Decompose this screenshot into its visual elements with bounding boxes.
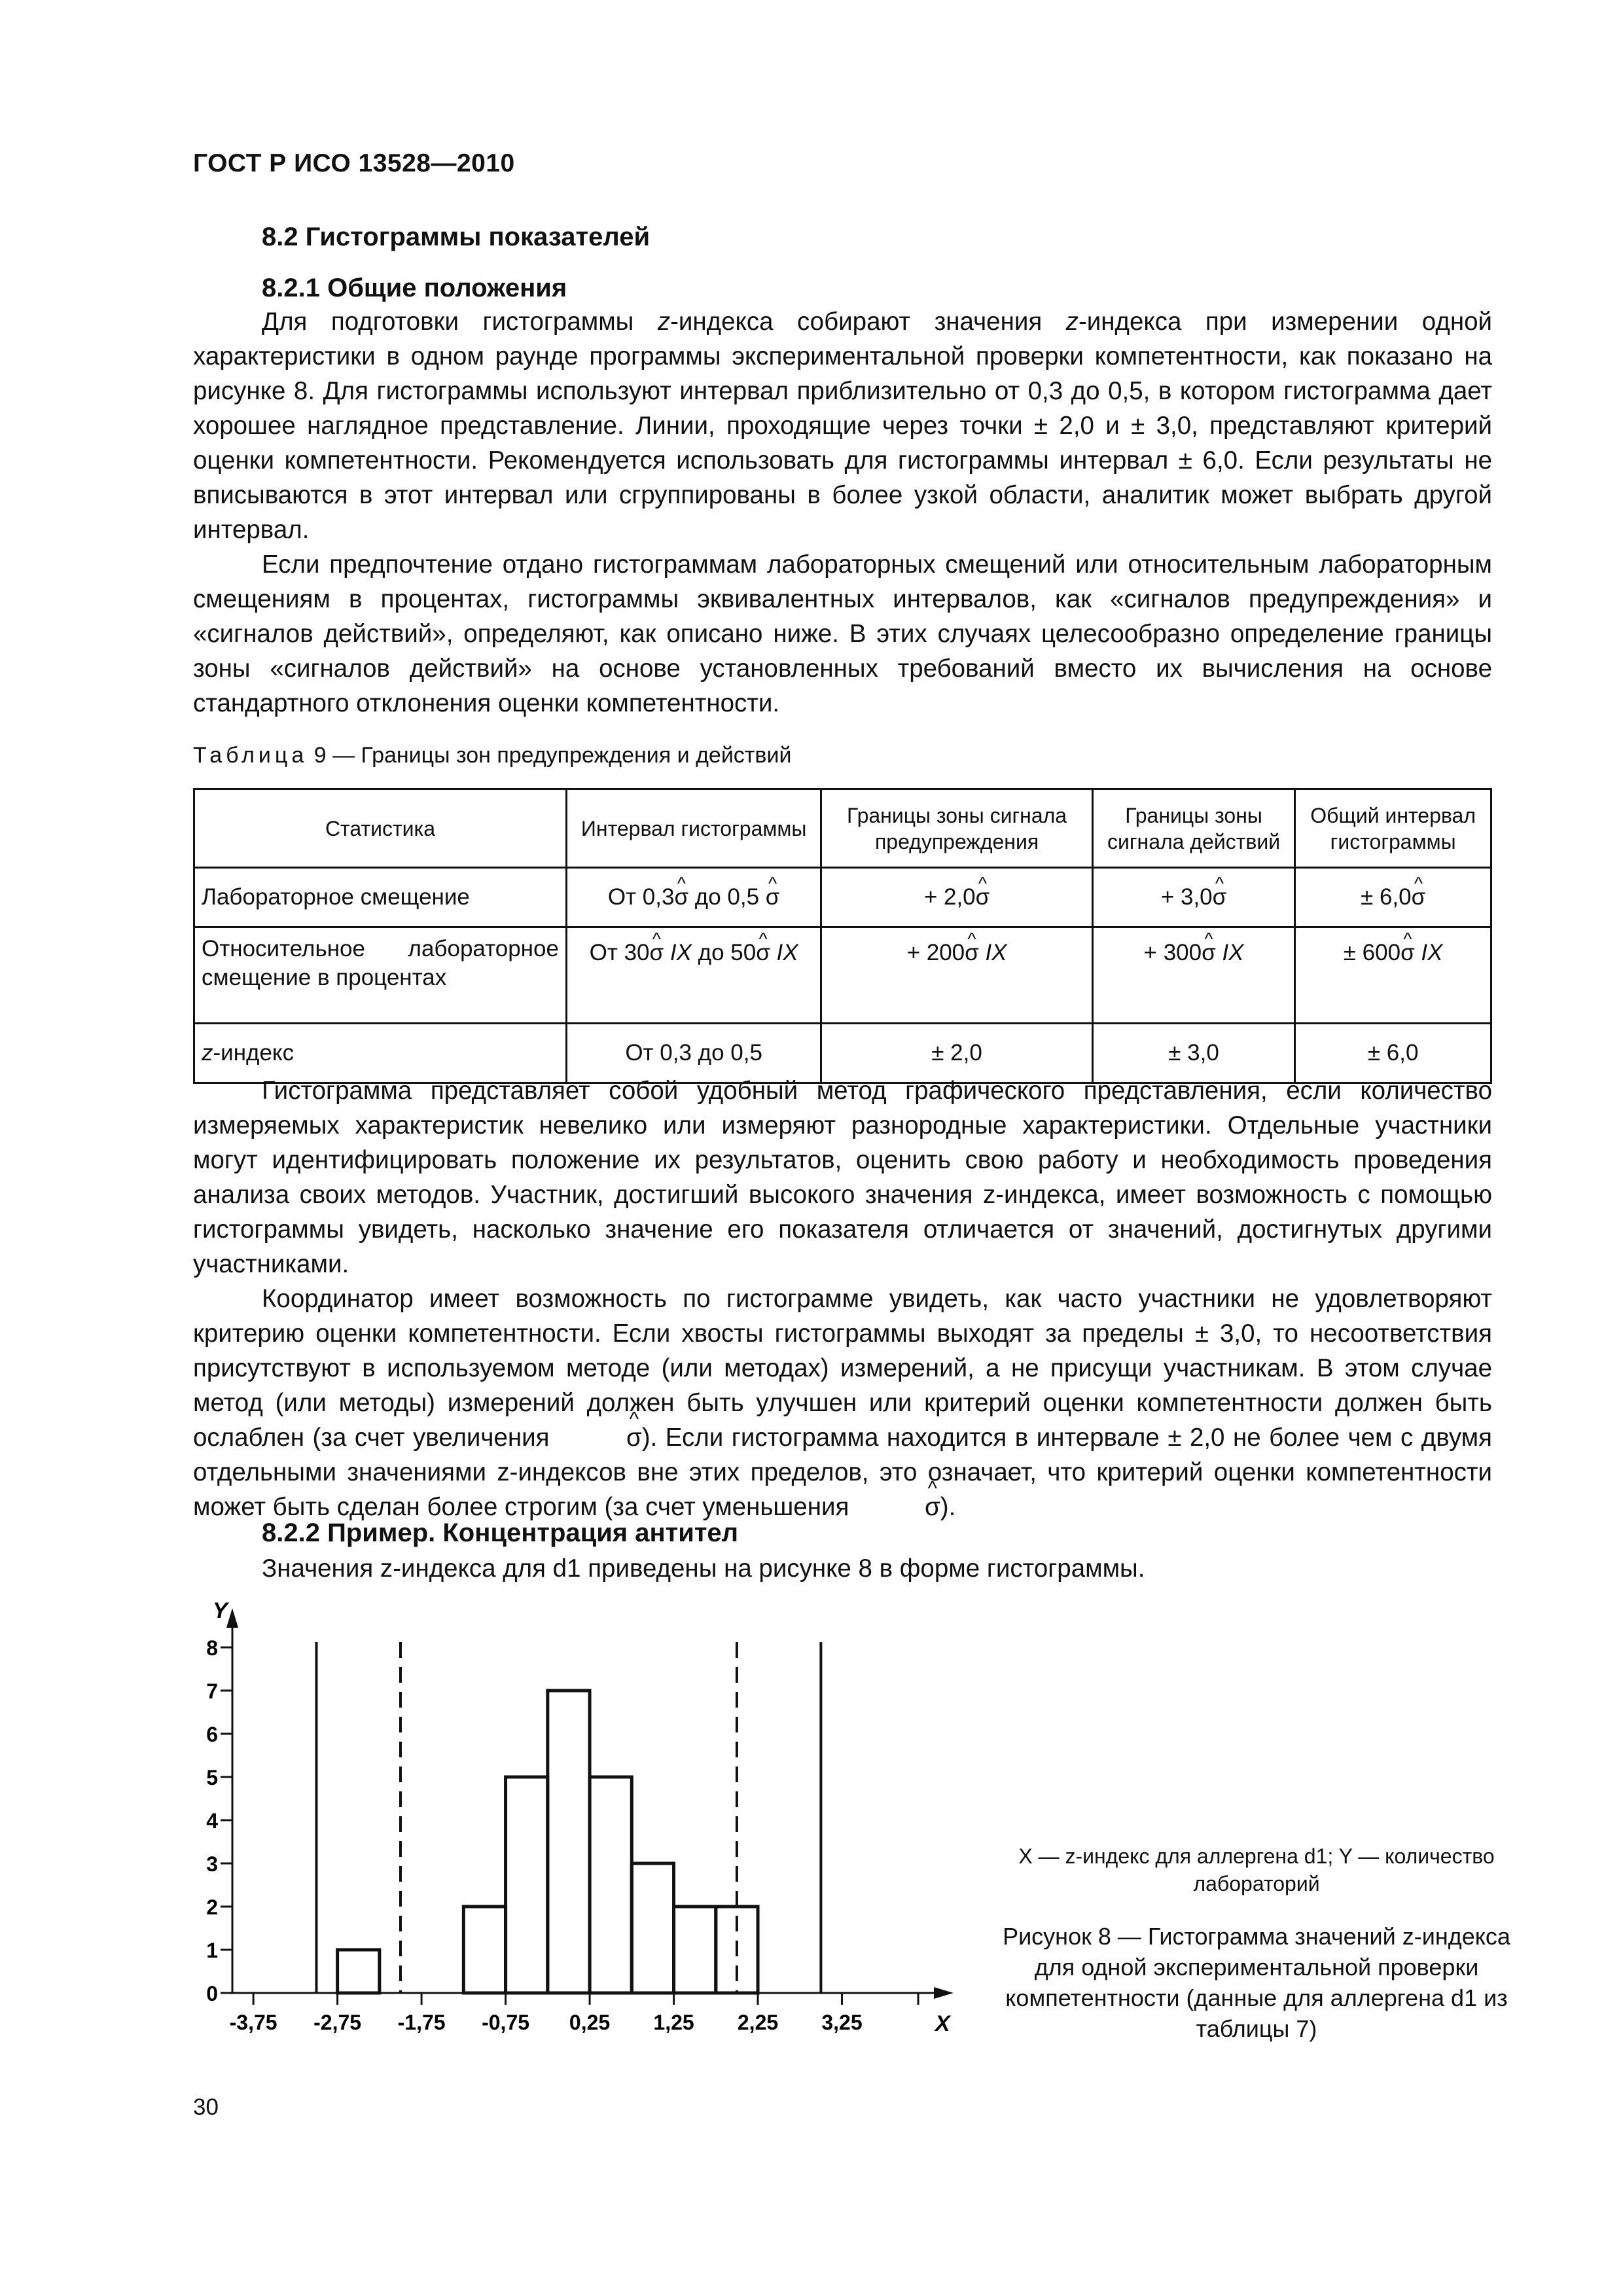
y-axis-ticks (206, 1636, 232, 2005)
histogram-chart (183, 1597, 962, 2081)
x-tick-label: -2,75 (313, 2011, 362, 2034)
paragraph-1: Для подготовки гистограммы z-индекса собирают значения z-индекса при измерении одной характеристики в одном раунде программы экспериментальной проверки компетентности, как показано на рисунке 8. Для гистограммы используют интервал приблизительно от 0,3 до 0,5, в котором гистограмма дает хорошее наглядное представление. Линии, проходящие через точки ± 2,0 и ± 3,0, представляют критерий оценки компетентности. Рекомендуется использовать для гистограммы интервал ± 6,0. Если результаты не вписываются в этот интервал или сгруппированы в более узкой области, аналитик может выбрать другой интервал. (193, 308, 1492, 544)
table-cell: ± 3,0 (1092, 1024, 1294, 1083)
x-tick-label: 2,25 (737, 2011, 779, 2034)
x-tick-label: -3,75 (229, 2011, 277, 2034)
x-axis-arrow (934, 1987, 954, 1999)
x-axis-label: X (935, 2011, 950, 2036)
table-cell: Относительное лабораторное смещение в процентах (194, 927, 567, 1024)
y-tick-label: 4 (206, 1809, 218, 1833)
histogram-bar (463, 1907, 505, 1993)
section-heading-8-2: 8.2 Гистограммы показателей (262, 223, 651, 251)
x-tick-label: -0,75 (482, 2011, 530, 2034)
histogram-bar (338, 1950, 380, 1993)
table-header-cell: Общий интервал гистограммы (1295, 789, 1491, 868)
table-cell: ± 6,0 (1295, 1024, 1491, 1083)
table-cell: Лабораторное смещение (194, 868, 567, 927)
y-tick-label: 2 (206, 1895, 218, 1919)
figure-caption: Рисунок 8 — Гистограмма значений z-индекса для одной экспериментальной проверки компетентности (данные для аллергена d1 из таблицы 7) (1003, 1923, 1510, 2042)
table-cell: + 200^ σ IX (821, 927, 1092, 1024)
table-row (194, 868, 1491, 927)
paragraph-4: Координатор имеет возможность по гистограмме увидеть, как часто участники не удовлетворяют критерию оценки компетентности. Если хвосты гистограммы выходят за пределы ± 3,0, то несоответствия присутствуют в используемом методе (или методах) измерений, а не присущи участникам. В этом случае метод (или методы) измерений должен быть улучшен или критерий оценки компетентности должен быть ослаблен (за счет увеличения ^ σ). Если гистограмма находится в интервале ± 2,0 не более чем с двумя отдельными значениями z-индексов вне этих пределов, это означает, что критерий оценки компетентности может быть сделан более строгим (за счет уменьшения ^ σ). (193, 1282, 1492, 1524)
table-9 (193, 788, 1492, 1084)
table-row (194, 927, 1491, 1024)
table-caption: Таблица 9 — Границы зон предупреждения и действий (193, 743, 792, 768)
table-cell: z-индекс (194, 1024, 567, 1083)
table-cell: ± 6,0^ σ (1295, 868, 1491, 927)
table-cell: + 3,0^ σ (1092, 868, 1294, 927)
y-axis-label: Y (213, 1598, 228, 1623)
table-header-cell: Границы зоны сигнала предупреждения (821, 789, 1092, 868)
x-tick-label: 1,25 (653, 2011, 694, 2034)
y-tick-label: 7 (206, 1679, 218, 1703)
section-heading-8-2-2: 8.2.2 Пример. Концентрация антител (262, 1518, 739, 1547)
y-tick-label: 0 (206, 1982, 218, 2005)
table-cell: + 300^ σ IX (1092, 927, 1294, 1024)
histogram-bar (506, 1777, 548, 1993)
table-cell: ± 2,0 (821, 1024, 1092, 1083)
table-cell: От 30^ σ IX до 50^ σ IX (566, 927, 821, 1024)
table-cell: От 0,3^ σ до 0,5 ^ σ (566, 868, 821, 927)
y-axis-arrow (226, 1608, 238, 1628)
table-header-cell: Интервал гистограммы (566, 789, 821, 868)
y-tick-label: 1 (206, 1939, 218, 1962)
table-cell: + 2,0^ σ (821, 868, 1092, 927)
reference-lines (316, 1642, 821, 1993)
histogram-bar (548, 1691, 590, 1993)
x-tick-label: 0,25 (569, 2011, 611, 2034)
y-tick-label: 3 (206, 1852, 218, 1876)
section-heading-8-2-1: 8.2.1 Общие положения (262, 274, 567, 302)
figure-legend: X — z-индекс для аллергена d1; Y — количество лабораторий (1018, 1844, 1495, 1895)
x-axis-ticks (230, 1993, 918, 2034)
body-text-block-3 (193, 1551, 1492, 1586)
table-header-cell: Статистика (194, 789, 567, 868)
paragraph-2: Если предпочтение отдано гистограммам лабораторных смещений или относительным лабораторным смещениям в процентах, гистограммы эквивалентных интервалов, как «сигналов предупреждения» и «сигналов действий», определяют, как описано ниже. В этих случаях целесообразно определение границы зоны «сигналов действий» на основе установленных требований вместо их вычисления на основе стандартного отклонения оценки компетентности. (193, 550, 1492, 717)
paragraph-3: Гистограмма представляет собой удобный метод графического представления, если количество измеряемых характеристик невелико или измеряют разнородные характеристики. Отдельные участники могут идентифицировать положение их результатов, оценить свою работу и необходимость проведения анализа своих методов. Участник, достигший высокого значения z-индекса, имеет возможность с помощью гистограммы увидеть, насколько значение его показателя отличается от значений, достигнутых другими участниками. (193, 1077, 1492, 1278)
page-number: 30 (193, 2094, 219, 2120)
y-tick-label: 5 (206, 1766, 218, 1789)
table-header-row (194, 789, 1491, 868)
table-cell: От 0,3 до 0,5 (566, 1024, 821, 1083)
body-text-block-1 (193, 304, 1492, 721)
x-tick-label: 3,25 (821, 2011, 863, 2034)
paragraph-5: Значения z-индекса для d1 приведены на рисунке 8 в форме гистограммы. (262, 1554, 1145, 1583)
histogram-bar (674, 1907, 716, 1993)
table-header-cell: Границы зоны сигнала действий (1092, 789, 1294, 868)
x-tick-label: -1,75 (397, 2011, 446, 2034)
y-tick-label: 8 (206, 1636, 218, 1660)
table-cell: ± 600^ σ IX (1295, 927, 1491, 1024)
histogram-bar (590, 1777, 632, 1993)
body-text-block-2 (193, 1073, 1492, 1524)
document-header: ГОСТ Р ИСО 13528—2010 (193, 149, 515, 177)
histogram-bar (632, 1863, 673, 1993)
y-tick-label: 6 (206, 1723, 218, 1746)
